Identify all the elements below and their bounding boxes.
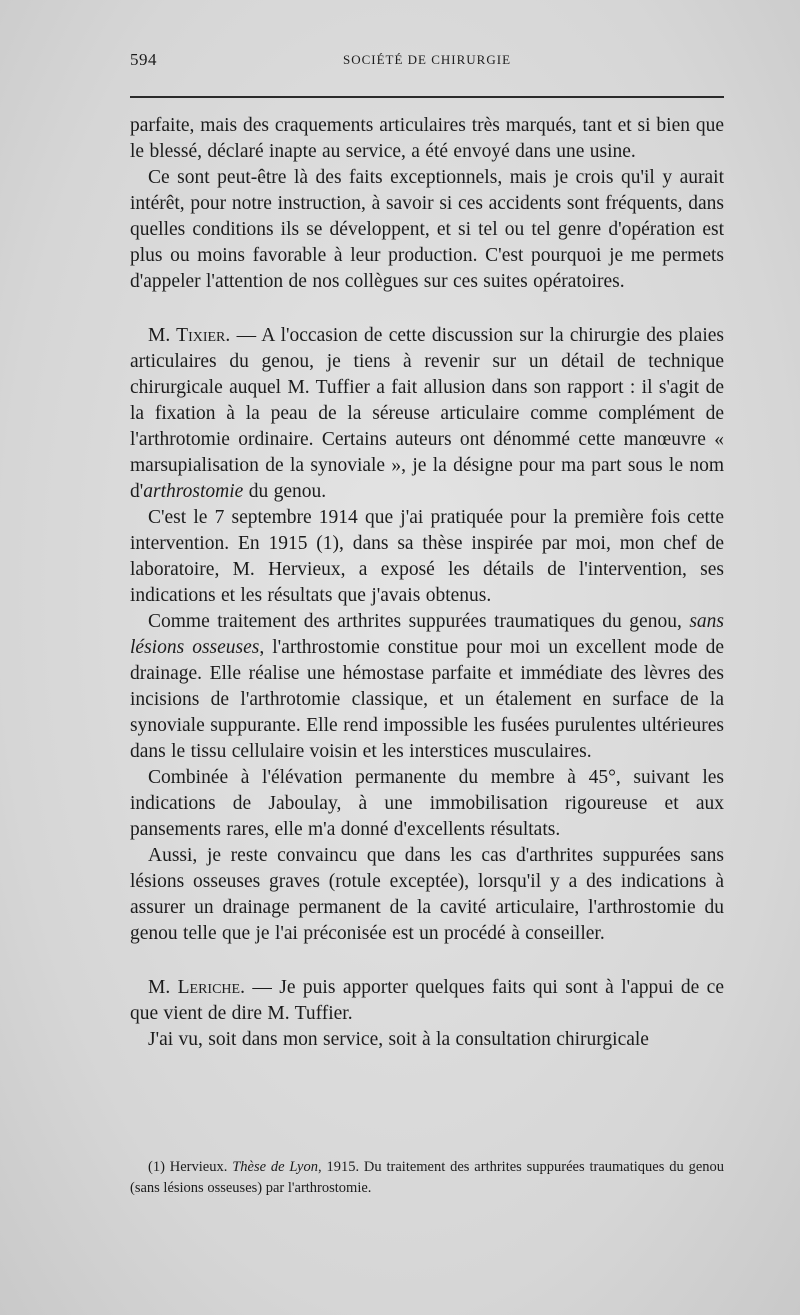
- footnote-marker: (1) Hervieux.: [148, 1159, 228, 1175]
- paragraph-9: J'ai vu, soit dans mon service, soit à la consultation chirurgicale: [148, 1029, 649, 1050]
- paragraph-7: Aussi, je reste convaincu que dans les cas d'arthrites suppurées sans lésions osseuses graves (rotule exceptée), lorsqu'il y a des indications à assurer un drainage permanent de la cavité articulaire, l'arthrostomie du genou telle que je l'ai préconisée est un procédé à conseiller.: [130, 845, 724, 944]
- paragraph-5: [130, 609, 724, 765]
- page-header: [130, 50, 724, 80]
- paragraph-leriche: [130, 975, 724, 1027]
- footnote-italic: Thèse de Lyon: [232, 1159, 318, 1175]
- paragraph-1: parfaite, mais des craquements articulaires très marqués, tant et si bien que le blessé, déclaré inapte au service, a été envoyé dans une usine.: [130, 115, 724, 162]
- paragraph-text: , l'arthrostomie constitue pour moi un excellent mode de drainage. Elle réalise une hémostase parfaite et immédiate des lèvres des incisions de l'arthrotomie classique, et un étalement en surface de la synoviale suppurante. Elle rend impossible les fusées purulentes ultérieures dans le tissu cellulaire voisin et les interstices musculaires.: [130, 637, 724, 762]
- paragraph-text: — A l'occasion de cette discussion sur la chirurgie des plaies articulaires du genou, je tiens à revenir sur un détail de technique chirurgicale auquel M. Tuffier a fait allusion dans son rapport : il s'agit de la fixation à la peau de la séreuse articulaire comme complément de l'arthrotomie ordinaire. Certains auteurs ont dénommé cette manœuvre « marsupialisation de la synoviale », je la désigne pour ma part sous le nom d': [130, 325, 724, 502]
- paragraph-4: C'est le 7 septembre 1914 que j'ai pratiquée pour la première fois cette intervention. En 1915 (1), dans sa thèse inspirée par moi, mon chef de laboratoire, M. Hervieux, a exposé les détails de l'intervention, ses indications et les résultats que j'avais obtenus.: [130, 507, 724, 606]
- running-title: SOCIÉTÉ DE CHIRURGIE: [342, 52, 512, 67]
- paragraph-6: Combinée à l'élévation permanente du membre à 45°, suivant les indications de Jaboulay, à une immobilisation rigoureuse et aux pansements rares, elle m'a donné d'excellents résultats.: [130, 767, 724, 840]
- paragraph-text: Comme traitement des arthrites suppurées traumatiques du genou,: [148, 611, 690, 632]
- italic-term: sans lésions osseuses: [130, 611, 724, 658]
- footnote-text: , 1915. Du traitement des arthrites suppurées traumatiques du genou (sans lésions osseuses) par l'arthrostomie.: [130, 1159, 725, 1196]
- italic-term: arthrostomie: [143, 481, 244, 502]
- header-rule: [130, 96, 724, 98]
- paragraph-2: Ce sont peut-être là des faits exceptionnels, mais je crois qu'il y aurait intérêt, pour notre instruction, à savoir si ces accidents sont fréquents, dans quelles conditions ils se développent, et si tel ou tel genre d'opération est plus ou moins favorable à leur production. C'est pourquoi je me permets d'appeler l'attention de nos collègues sur ces suites opératoires.: [130, 167, 724, 292]
- paragraph-tixier: [130, 323, 724, 505]
- paragraph-text: — Je puis apporter quelques faits qui sont à l'appui de ce que vient de dire M. Tuffier.: [130, 977, 724, 1024]
- paragraph-text: du genou.: [243, 481, 327, 502]
- page-number: 594: [130, 50, 157, 69]
- speaker-name: M. Leriche.: [148, 977, 245, 998]
- speaker-name: M. Tixier.: [148, 325, 231, 346]
- body-text: [130, 113, 724, 1053]
- footnote: [130, 1157, 724, 1199]
